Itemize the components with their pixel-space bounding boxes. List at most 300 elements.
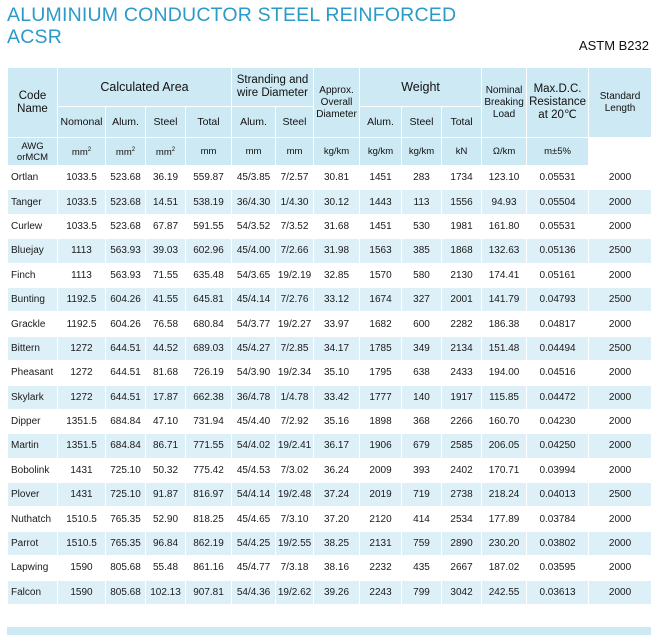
cell-diameter: 35.16 [314, 409, 360, 433]
cell-w-alum: 1563 [360, 239, 402, 263]
cell-name: Bluejay [8, 239, 58, 263]
cell-w-alum: 2019 [360, 483, 402, 507]
unit-stranding-steel: mm [232, 138, 276, 166]
unit-area-total: $mm^2$ [146, 138, 186, 166]
cell-name: Grackle [8, 312, 58, 336]
cell-nominal: 1033.5 [58, 214, 106, 238]
table-row [8, 287, 652, 311]
unit-area-alum: $mm^2$ [58, 138, 106, 166]
cell-load: 186.38 [482, 312, 527, 336]
subheader-weight-alum: Alum. [360, 107, 402, 138]
cell-length: 2000 [589, 263, 652, 287]
cell-length: 2000 [589, 580, 652, 604]
cell-area-alum: 805.68 [106, 580, 146, 604]
cell-name: Plover [8, 483, 58, 507]
document-title [7, 4, 567, 48]
cell-w-alum: 1451 [360, 214, 402, 238]
cell-area-alum: 765.35 [106, 531, 146, 555]
table-body [8, 166, 652, 605]
cell-name: Bunting [8, 287, 58, 311]
cell-name: Bobolink [8, 458, 58, 482]
cell-load: 174.41 [482, 263, 527, 287]
cell-diameter: 31.68 [314, 214, 360, 238]
header-stranding: Stranding and wire Diameter [232, 68, 314, 107]
header-breaking-load: Nominal Breaking Load [482, 68, 527, 138]
cell-area-steel: 102.13 [146, 580, 186, 604]
cell-w-total: 2001 [442, 287, 482, 311]
cell-nominal: 1272 [58, 361, 106, 385]
cell-area-alum: 644.51 [106, 385, 146, 409]
cell-resistance: 0.05136 [527, 239, 589, 263]
cell-str-steel: 7/3.18 [276, 556, 314, 580]
cell-diameter: 33.42 [314, 385, 360, 409]
cell-area-alum: 684.84 [106, 434, 146, 458]
cell-diameter: 38.25 [314, 531, 360, 555]
cell-w-steel: 327 [402, 287, 442, 311]
header-calculated-area: Calculated Area [58, 68, 232, 107]
cell-area-steel: 67.87 [146, 214, 186, 238]
table-row [8, 312, 652, 336]
cell-w-total: 1981 [442, 214, 482, 238]
cell-length: 2000 [589, 361, 652, 385]
cell-area-alum: 523.68 [106, 166, 146, 190]
cell-nominal: 1113 [58, 263, 106, 287]
cell-w-steel: 719 [402, 483, 442, 507]
cell-w-alum: 1777 [360, 385, 402, 409]
table-row [8, 190, 652, 214]
cell-str-steel: 19/2.48 [276, 483, 314, 507]
cell-str-alum: 36/4.78 [232, 385, 276, 409]
cell-length: 2000 [589, 531, 652, 555]
cell-diameter: 30.81 [314, 166, 360, 190]
cell-str-alum: 54/4.14 [232, 483, 276, 507]
cell-w-steel: 638 [402, 361, 442, 385]
cell-length: 2000 [589, 190, 652, 214]
cell-diameter: 35.10 [314, 361, 360, 385]
cell-w-total: 2534 [442, 507, 482, 531]
cell-length: 2500 [589, 239, 652, 263]
cell-load: 194.00 [482, 361, 527, 385]
cell-area-steel: 17.87 [146, 385, 186, 409]
cell-w-steel: 530 [402, 214, 442, 238]
cell-w-alum: 1898 [360, 409, 402, 433]
cell-w-alum: 1674 [360, 287, 402, 311]
cell-w-total: 3042 [442, 580, 482, 604]
table-row [8, 580, 652, 604]
unit-length: m±5% [527, 138, 589, 166]
table-row [8, 507, 652, 531]
cell-w-steel: 393 [402, 458, 442, 482]
cell-name: Curlew [8, 214, 58, 238]
cell-area-steel: 14.51 [146, 190, 186, 214]
cell-w-total: 2667 [442, 556, 482, 580]
cell-w-steel: 759 [402, 531, 442, 555]
header-approx-diameter: Approx. Overall Diameter [314, 68, 360, 138]
table-row [8, 409, 652, 433]
cell-w-steel: 435 [402, 556, 442, 580]
acsr-spec-table [7, 67, 652, 605]
cell-nominal: 1351.5 [58, 434, 106, 458]
cell-area-alum: 604.26 [106, 312, 146, 336]
cell-length: 2000 [589, 312, 652, 336]
cell-w-steel: 580 [402, 263, 442, 287]
cell-w-alum: 1451 [360, 166, 402, 190]
cell-str-steel: 7/3.10 [276, 507, 314, 531]
unit-area-steel: $mm^2$ [106, 138, 146, 166]
subheader-area-alum: Alum. [106, 107, 146, 138]
cell-str-steel: 7/2.76 [276, 287, 314, 311]
cell-nominal: 1113 [58, 239, 106, 263]
cell-str-steel: 1/4.30 [276, 190, 314, 214]
cell-w-alum: 1443 [360, 190, 402, 214]
cell-area-alum: 523.68 [106, 214, 146, 238]
cell-diameter: 33.12 [314, 287, 360, 311]
cell-str-alum: 54/3.65 [232, 263, 276, 287]
cell-resistance: 0.03802 [527, 531, 589, 555]
header-weight: Weight [360, 68, 482, 107]
cell-resistance: 0.05504 [527, 190, 589, 214]
cell-w-alum: 2131 [360, 531, 402, 555]
cell-w-steel: 368 [402, 409, 442, 433]
cell-area-steel: 81.68 [146, 361, 186, 385]
cell-name: Skylark [8, 385, 58, 409]
cell-area-steel: 36.19 [146, 166, 186, 190]
unit-resistance: Ω/km [482, 138, 527, 166]
cell-load: 206.05 [482, 434, 527, 458]
cell-area-total: 726.19 [186, 361, 232, 385]
cell-length: 2000 [589, 214, 652, 238]
cell-w-total: 1556 [442, 190, 482, 214]
subheader-stranding-steel: Steel [276, 107, 314, 138]
cell-diameter: 34.17 [314, 336, 360, 360]
cell-w-alum: 1682 [360, 312, 402, 336]
cell-resistance: 0.04230 [527, 409, 589, 433]
cell-resistance: 0.04817 [527, 312, 589, 336]
cell-length: 2000 [589, 507, 652, 531]
cell-area-total: 602.96 [186, 239, 232, 263]
cell-str-steel: 7/3.52 [276, 214, 314, 238]
cell-nominal: 1590 [58, 580, 106, 604]
cell-nominal: 1510.5 [58, 507, 106, 531]
cell-resistance: 0.03595 [527, 556, 589, 580]
cell-str-steel: 7/2.85 [276, 336, 314, 360]
unit-stranding-alum: mm [186, 138, 232, 166]
cell-w-total: 2890 [442, 531, 482, 555]
cell-area-steel: 52.90 [146, 507, 186, 531]
cell-str-steel: 19/2.41 [276, 434, 314, 458]
cell-resistance: 0.05531 [527, 214, 589, 238]
cell-str-alum: 45/4.40 [232, 409, 276, 433]
cell-load: 161.80 [482, 214, 527, 238]
cell-str-steel: 7/2.92 [276, 409, 314, 433]
cell-str-alum: 54/4.36 [232, 580, 276, 604]
cell-area-total: 645.81 [186, 287, 232, 311]
cell-area-total: 635.48 [186, 263, 232, 287]
cell-nominal: 1510.5 [58, 531, 106, 555]
cell-diameter: 38.16 [314, 556, 360, 580]
cell-str-alum: 45/4.65 [232, 507, 276, 531]
cell-area-alum: 644.51 [106, 361, 146, 385]
unit-weight-steel: kg/km [360, 138, 402, 166]
cell-load: 141.79 [482, 287, 527, 311]
cell-w-total: 2266 [442, 409, 482, 433]
cell-diameter: 36.17 [314, 434, 360, 458]
cell-area-total: 771.55 [186, 434, 232, 458]
cell-str-steel: 7/3.02 [276, 458, 314, 482]
table-row [8, 166, 652, 190]
cell-diameter: 36.24 [314, 458, 360, 482]
cell-str-steel: 19/2.55 [276, 531, 314, 555]
cell-str-alum: 36/4.30 [232, 190, 276, 214]
cell-w-alum: 2009 [360, 458, 402, 482]
cell-area-total: 818.25 [186, 507, 232, 531]
cell-area-steel: 55.48 [146, 556, 186, 580]
cell-w-alum: 2243 [360, 580, 402, 604]
header-code-name: Code Name [8, 68, 58, 138]
cell-str-alum: 45/4.77 [232, 556, 276, 580]
cell-resistance: 0.03784 [527, 507, 589, 531]
cell-resistance: 0.04013 [527, 483, 589, 507]
cell-area-steel: 91.87 [146, 483, 186, 507]
cell-length: 2000 [589, 556, 652, 580]
cell-area-steel: 39.03 [146, 239, 186, 263]
table-row [8, 531, 652, 555]
cell-area-total: 591.55 [186, 214, 232, 238]
cell-str-steel: 7/2.57 [276, 166, 314, 190]
cell-resistance: 0.03994 [527, 458, 589, 482]
unit-weight-total: kg/km [402, 138, 442, 166]
cell-area-steel: 76.58 [146, 312, 186, 336]
cell-diameter: 32.85 [314, 263, 360, 287]
cell-load: 151.48 [482, 336, 527, 360]
cell-nominal: 1272 [58, 336, 106, 360]
cell-area-alum: 644.51 [106, 336, 146, 360]
cell-name: Nuthatch [8, 507, 58, 531]
cell-str-alum: 54/4.25 [232, 531, 276, 555]
table-row [8, 361, 652, 385]
cell-area-total: 559.87 [186, 166, 232, 190]
cell-w-alum: 2120 [360, 507, 402, 531]
cell-length: 2000 [589, 385, 652, 409]
cell-resistance: 0.04250 [527, 434, 589, 458]
cell-resistance: 0.05161 [527, 263, 589, 287]
cell-nominal: 1590 [58, 556, 106, 580]
unit-weight-alum: kg/km [314, 138, 360, 166]
cell-w-steel: 349 [402, 336, 442, 360]
cell-load: 160.70 [482, 409, 527, 433]
cell-area-alum: 604.26 [106, 287, 146, 311]
cell-nominal: 1192.5 [58, 312, 106, 336]
cell-w-total: 2134 [442, 336, 482, 360]
cell-name: Bittern [8, 336, 58, 360]
cell-str-steel: 19/2.62 [276, 580, 314, 604]
cell-str-steel: 7/2.66 [276, 239, 314, 263]
cell-name: Tanger [8, 190, 58, 214]
cell-diameter: 39.26 [314, 580, 360, 604]
cell-area-steel: 86.71 [146, 434, 186, 458]
cell-str-steel: 1/4.78 [276, 385, 314, 409]
table-row [8, 214, 652, 238]
cell-area-alum: 563.93 [106, 263, 146, 287]
cell-w-alum: 1570 [360, 263, 402, 287]
cell-area-total: 538.19 [186, 190, 232, 214]
table-row [8, 483, 652, 507]
cell-area-alum: 805.68 [106, 556, 146, 580]
cell-nominal: 1033.5 [58, 166, 106, 190]
cell-w-total: 2738 [442, 483, 482, 507]
cell-length: 2000 [589, 458, 652, 482]
cell-length: 2500 [589, 483, 652, 507]
cell-area-steel: 50.32 [146, 458, 186, 482]
cell-area-total: 861.16 [186, 556, 232, 580]
subheader-area-total: Total [186, 107, 232, 138]
cell-w-steel: 600 [402, 312, 442, 336]
cell-nominal: 1192.5 [58, 287, 106, 311]
cell-name: Ortlan [8, 166, 58, 190]
cell-area-total: 680.84 [186, 312, 232, 336]
table-row [8, 385, 652, 409]
cell-area-steel: 47.10 [146, 409, 186, 433]
cell-str-alum: 54/4.02 [232, 434, 276, 458]
title-line-2: ACSR [7, 26, 62, 48]
table-row [8, 336, 652, 360]
cell-nominal: 1431 [58, 483, 106, 507]
cell-diameter: 30.12 [314, 190, 360, 214]
cell-str-alum: 45/4.00 [232, 239, 276, 263]
cell-load: 170.71 [482, 458, 527, 482]
cell-w-steel: 679 [402, 434, 442, 458]
cell-diameter: 37.20 [314, 507, 360, 531]
cell-w-total: 2433 [442, 361, 482, 385]
cell-area-total: 907.81 [186, 580, 232, 604]
header-standard-length: Standard Length [589, 68, 652, 138]
cell-str-alum: 45/4.14 [232, 287, 276, 311]
cell-w-total: 1734 [442, 166, 482, 190]
cell-area-total: 689.03 [186, 336, 232, 360]
subheader-stranding-alum: Alum. [232, 107, 276, 138]
cell-area-total: 662.38 [186, 385, 232, 409]
cell-name: Martin [8, 434, 58, 458]
cell-w-total: 1917 [442, 385, 482, 409]
table-row [8, 263, 652, 287]
subheader-weight-total: Total [442, 107, 482, 138]
cell-load: 115.85 [482, 385, 527, 409]
cell-area-total: 862.19 [186, 531, 232, 555]
cell-w-alum: 1785 [360, 336, 402, 360]
subheader-area-steel: Steel [146, 107, 186, 138]
cell-area-alum: 725.10 [106, 458, 146, 482]
cell-area-alum: 523.68 [106, 190, 146, 214]
cell-length: 2000 [589, 409, 652, 433]
unit-awg: AWG orMCM [8, 138, 58, 166]
table-footer-band [7, 627, 651, 635]
subheader-nomonal: Nomonal [58, 107, 106, 138]
cell-str-alum: 45/4.53 [232, 458, 276, 482]
title-line-1: ALUMINIUM CONDUCTOR STEEL REINFORCED [7, 4, 457, 26]
cell-area-alum: 765.35 [106, 507, 146, 531]
cell-area-alum: 684.84 [106, 409, 146, 433]
cell-load: 218.24 [482, 483, 527, 507]
cell-w-steel: 414 [402, 507, 442, 531]
cell-nominal: 1033.5 [58, 190, 106, 214]
cell-w-total: 2585 [442, 434, 482, 458]
cell-str-alum: 54/3.90 [232, 361, 276, 385]
cell-name: Parrot [8, 531, 58, 555]
cell-resistance: 0.05531 [527, 166, 589, 190]
cell-area-steel: 71.55 [146, 263, 186, 287]
cell-w-steel: 113 [402, 190, 442, 214]
cell-w-total: 1868 [442, 239, 482, 263]
cell-area-total: 816.97 [186, 483, 232, 507]
subheader-weight-steel: Steel [402, 107, 442, 138]
cell-w-alum: 1795 [360, 361, 402, 385]
cell-resistance: 0.04516 [527, 361, 589, 385]
cell-diameter: 37.24 [314, 483, 360, 507]
unit-load: kN [442, 138, 482, 166]
cell-name: Finch [8, 263, 58, 287]
cell-resistance: 0.03613 [527, 580, 589, 604]
table-row [8, 239, 652, 263]
cell-diameter: 33.97 [314, 312, 360, 336]
cell-str-alum: 54/3.77 [232, 312, 276, 336]
cell-str-steel: 19/2.19 [276, 263, 314, 287]
cell-length: 2500 [589, 287, 652, 311]
table-row [8, 556, 652, 580]
cell-length: 2000 [589, 434, 652, 458]
cell-str-alum: 45/3.85 [232, 166, 276, 190]
table-row [8, 458, 652, 482]
cell-str-alum: 54/3.52 [232, 214, 276, 238]
cell-name: Falcon [8, 580, 58, 604]
cell-load: 230.20 [482, 531, 527, 555]
cell-resistance: 0.04793 [527, 287, 589, 311]
cell-area-steel: 44.52 [146, 336, 186, 360]
cell-name: Dipper [8, 409, 58, 433]
cell-str-steel: 19/2.34 [276, 361, 314, 385]
cell-w-steel: 140 [402, 385, 442, 409]
cell-nominal: 1272 [58, 385, 106, 409]
cell-load: 132.63 [482, 239, 527, 263]
cell-area-steel: 96.84 [146, 531, 186, 555]
cell-resistance: 0.04494 [527, 336, 589, 360]
cell-name: Pheasant [8, 361, 58, 385]
table-row [8, 434, 652, 458]
unit-diameter: mm [276, 138, 314, 166]
cell-nominal: 1431 [58, 458, 106, 482]
cell-area-alum: 725.10 [106, 483, 146, 507]
cell-w-alum: 1906 [360, 434, 402, 458]
cell-load: 242.55 [482, 580, 527, 604]
cell-load: 94.93 [482, 190, 527, 214]
standard-label: ASTM B232 [578, 38, 649, 53]
header-resistance: Max.D.C. Resistance at 20℃ [527, 68, 589, 138]
cell-area-total: 731.94 [186, 409, 232, 433]
cell-load: 177.89 [482, 507, 527, 531]
cell-resistance: 0.04472 [527, 385, 589, 409]
cell-load: 187.02 [482, 556, 527, 580]
cell-length: 2000 [589, 166, 652, 190]
cell-w-total: 2402 [442, 458, 482, 482]
cell-area-total: 775.42 [186, 458, 232, 482]
cell-diameter: 31.98 [314, 239, 360, 263]
cell-name: Lapwing [8, 556, 58, 580]
cell-w-steel: 385 [402, 239, 442, 263]
cell-str-alum: 45/4.27 [232, 336, 276, 360]
cell-w-alum: 2232 [360, 556, 402, 580]
cell-length: 2500 [589, 336, 652, 360]
cell-load: 123.10 [482, 166, 527, 190]
cell-w-steel: 799 [402, 580, 442, 604]
